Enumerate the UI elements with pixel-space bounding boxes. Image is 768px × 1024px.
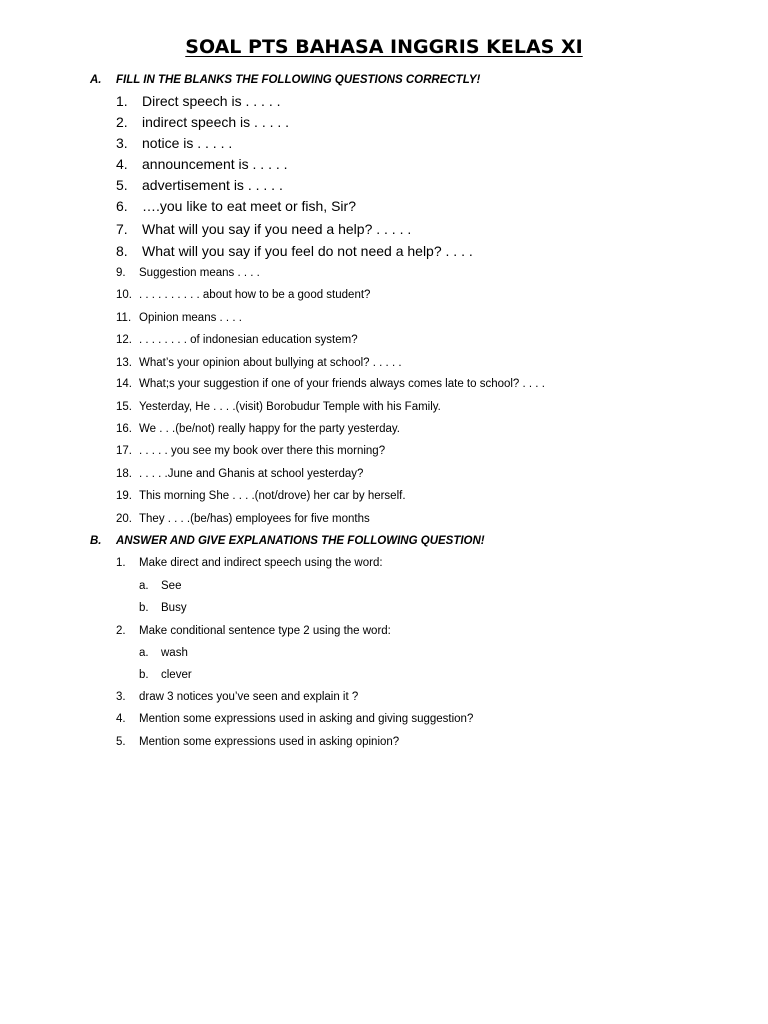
section-a-heading: [90, 74, 480, 86]
option-letter: a.: [139, 580, 149, 592]
question-number: 1.: [116, 557, 126, 569]
question-a-14: [116, 378, 545, 390]
question-text: notice is . . . . .: [142, 135, 233, 151]
question-number: 8.: [116, 243, 128, 259]
option-letter: a.: [139, 647, 149, 659]
question-b-1: [116, 557, 383, 569]
question-number: 14.: [116, 378, 132, 390]
question-number: 13.: [116, 357, 132, 369]
question-text: Suggestion means . . . .: [139, 267, 260, 279]
page-title: [0, 36, 768, 58]
question-a-11: [116, 312, 242, 324]
option-letter: b.: [139, 602, 149, 614]
question-number: 20.: [116, 513, 132, 525]
option-text: wash: [161, 647, 188, 659]
section-b-instructions: ANSWER AND GIVE EXPLANATIONS THE FOLLOWING QUESTION!: [116, 535, 485, 547]
option-text: Busy: [161, 602, 187, 614]
question-b-3: [116, 691, 358, 703]
question-text: draw 3 notices you’ve seen and explain it ?: [139, 691, 359, 703]
question-b-1a: [139, 580, 181, 592]
question-number: 1.: [116, 93, 128, 109]
question-text: ….you like to eat meet or fish, Sir?: [142, 198, 356, 214]
section-a-letter: A.: [90, 74, 102, 86]
question-number: 4.: [116, 156, 128, 172]
question-text: indirect speech is . . . . .: [142, 114, 290, 130]
question-text: Make direct and indirect speech using the word:: [139, 557, 383, 569]
question-number: 15.: [116, 401, 132, 413]
question-text: advertisement is . . . . .: [142, 177, 283, 193]
question-a-18: [116, 468, 363, 480]
question-number: 5.: [116, 177, 128, 193]
question-b-1b: [139, 602, 187, 614]
question-text: Direct speech is . . . . .: [142, 93, 281, 109]
question-number: 18.: [116, 468, 132, 480]
question-b-2: [116, 625, 391, 637]
question-a-4: [116, 156, 288, 172]
question-text: This morning She . . . .(not/drove) her car by herself.: [139, 490, 406, 502]
question-number: 3.: [116, 691, 126, 703]
question-a-13: [116, 357, 402, 369]
question-number: 11.: [116, 312, 132, 324]
question-a-9: [116, 267, 260, 279]
question-number: 5.: [116, 736, 126, 748]
question-number: 4.: [116, 713, 126, 725]
question-text: Make conditional sentence type 2 using the word:: [139, 625, 391, 637]
question-a-3: [116, 135, 232, 151]
section-b-heading: [90, 535, 485, 547]
question-text: Mention some expressions used in asking opinion?: [139, 736, 400, 748]
question-a-1: [116, 93, 281, 109]
question-number: 9.: [116, 267, 126, 279]
question-number: 17.: [116, 445, 132, 457]
question-a-19: [116, 490, 406, 502]
question-a-10: [116, 289, 370, 301]
question-number: 16.: [116, 423, 132, 435]
question-text: Yesterday, He . . . .(visit) Borobudur Temple with his Family.: [139, 401, 441, 413]
question-number: 2.: [116, 625, 126, 637]
question-text: They . . . .(be/has) employees for five months: [139, 513, 370, 525]
question-text: Mention some expressions used in asking and giving suggestion?: [139, 713, 474, 725]
question-b-5: [116, 736, 399, 748]
option-text: clever: [161, 669, 192, 681]
question-b-2a: [139, 647, 188, 659]
question-text: . . . . .June and Ghanis at school yesterday?: [139, 468, 364, 480]
question-number: 12.: [116, 334, 132, 346]
question-b-2b: [139, 669, 192, 681]
option-text: See: [161, 580, 182, 592]
question-a-5: [116, 177, 283, 193]
question-number: 10.: [116, 289, 132, 301]
question-a-20: [116, 513, 370, 525]
question-text: Opinion means . . . .: [139, 312, 242, 324]
question-a-2: [116, 114, 289, 130]
question-a-7: [116, 221, 411, 237]
question-a-16: [116, 423, 400, 435]
question-number: 2.: [116, 114, 128, 130]
question-a-8: [116, 243, 473, 259]
question-text: . . . . . . . . of indonesian education system?: [139, 334, 358, 346]
question-text: . . . . . you see my book over there this morning?: [139, 445, 386, 457]
question-number: 7.: [116, 221, 128, 237]
question-text: . . . . . . . . . . about how to be a good student?: [139, 289, 371, 301]
question-a-6: [116, 198, 356, 214]
question-number: 6.: [116, 198, 128, 214]
page-title-text: SOAL PTS BAHASA INGGRIS KELAS XI: [185, 36, 583, 58]
question-text: What’s your opinion about bullying at school? . . . . .: [139, 357, 402, 369]
section-a-instructions: FILL IN THE BLANKS THE FOLLOWING QUESTIONS CORRECTLY!: [116, 74, 481, 86]
question-b-4: [116, 713, 473, 725]
question-text: What will you say if you need a help? . . . . .: [142, 221, 412, 237]
question-text: We . . .(be/not) really happy for the party yesterday.: [139, 423, 401, 435]
option-letter: b.: [139, 669, 149, 681]
question-number: 3.: [116, 135, 128, 151]
question-a-12: [116, 334, 358, 346]
question-a-17: [116, 445, 385, 457]
section-b-letter: B.: [90, 535, 102, 547]
question-text: What will you say if you feel do not need a help? . . . .: [142, 243, 473, 259]
question-text: announcement is . . . . .: [142, 156, 288, 172]
question-number: 19.: [116, 490, 132, 502]
question-text: What;s your suggestion if one of your friends always comes late to school? . . . .: [139, 378, 545, 390]
question-a-15: [116, 401, 441, 413]
